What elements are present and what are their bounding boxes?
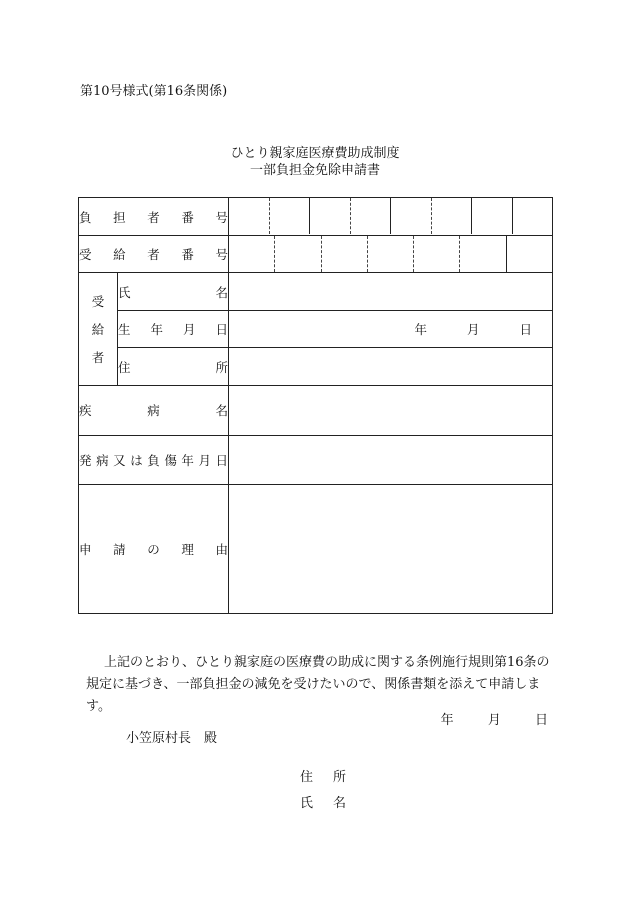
input-onset-date[interactable] [229,435,553,484]
form-title-line2: 一部負担金免除申請書 [249,163,380,178]
label-disease: 疾 病 名 [79,386,229,435]
input-disease[interactable] [229,386,553,435]
form-title-line1: ひとり親家庭医療費助成制度 [230,146,400,161]
sign-day-unit: 日 [534,713,548,728]
row-birthdate [79,311,553,348]
row-address [79,348,553,386]
label-reason: 申 請 の 理 由 [79,484,229,613]
label-onset-date: 発 病 又 は 負 傷 年 月 日 [79,435,229,484]
input-recipient-number[interactable] [229,236,553,273]
application-form-table [78,197,553,614]
row-onset-date [79,435,553,484]
birth-month-unit: 月 [466,322,480,338]
row-burden-number [79,198,553,236]
signature-date [411,709,548,728]
applicant-address-label: 住 所 [300,770,347,785]
applicant-name-label: 氏 名 [300,796,347,811]
row-recipient-name [79,273,553,311]
row-disease [79,386,553,435]
label-birthdate: 生 年 月 日 [118,311,229,348]
input-recipient-name[interactable] [229,273,553,311]
row-reason [79,484,553,613]
input-birthdate[interactable] [229,311,553,348]
birth-year-unit: 年 [414,322,427,338]
sign-month-unit: 月 [487,713,501,728]
label-burden-number: 負 担 者 番 号 [79,198,229,236]
label-recipient: 受 給 者 [79,273,118,386]
input-burden-number[interactable] [229,198,553,236]
input-address[interactable] [229,348,553,386]
birth-day-unit: 日 [519,322,533,338]
addressee: 小笠原村長 殿 [126,731,218,746]
label-name: 氏 名 [118,273,229,311]
sign-year-unit: 年 [440,713,454,728]
form-number: 第10号様式(第16条関係) [80,84,228,99]
row-recipient-number [79,236,553,273]
label-recipient-number: 受 給 者 番 号 [79,236,229,273]
label-address: 住 所 [118,348,229,386]
statement-text: 上記のとおり、ひとり親家庭の医療費の助成に関する条例施行規則第16条の規定に基づき、一部負担金の減免を受けたいので、関係書類を添えて申請します。 [86,655,550,714]
input-reason[interactable] [229,484,553,613]
